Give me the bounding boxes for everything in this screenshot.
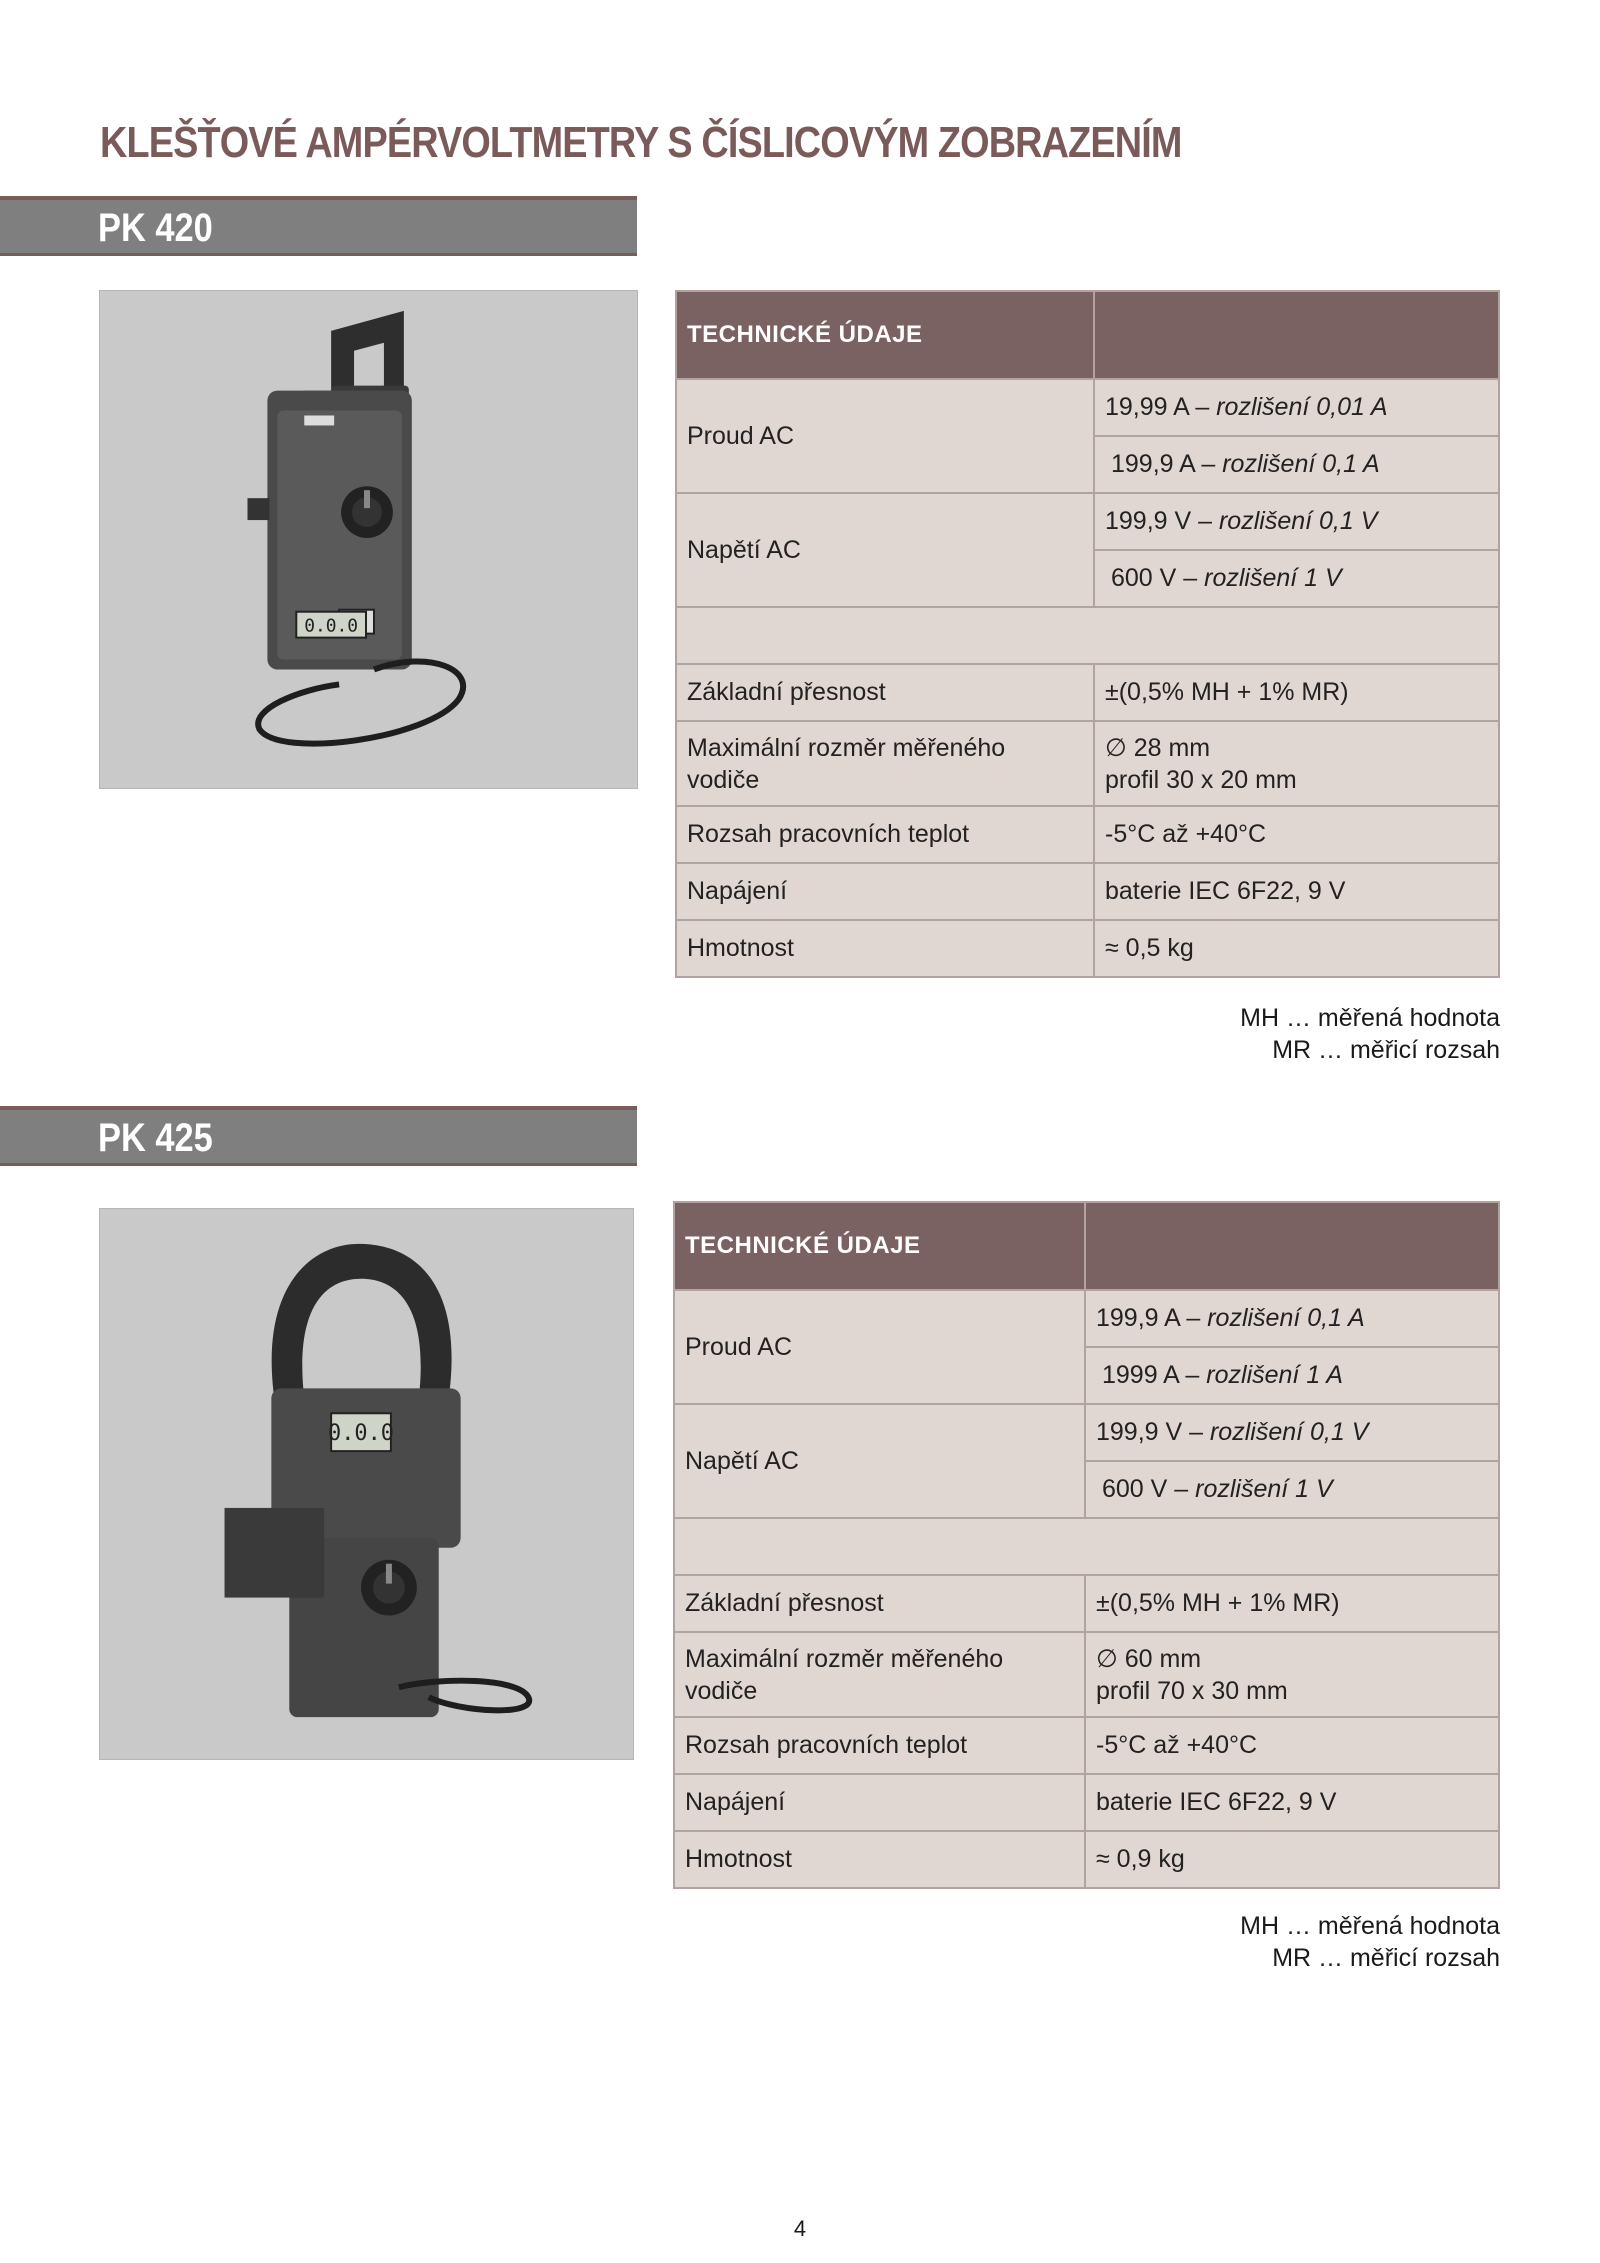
voltage-range-2: 600 V – rozlišení 1 V — [1085, 1461, 1499, 1518]
product-photo-pk420 — [99, 290, 638, 789]
row-label-accuracy: Základní přesnost — [674, 1575, 1085, 1632]
accuracy-value: ±(0,5% MH + 1% MR) — [1085, 1575, 1499, 1632]
row-label-weight: Hmotnost — [676, 920, 1094, 977]
spec-table-pk425 — [673, 1201, 1500, 1889]
row-label-power: Napájení — [674, 1774, 1085, 1831]
voltage-range-2: 600 V – rozlišení 1 V — [1094, 550, 1499, 607]
row-label-power: Napájení — [676, 863, 1094, 920]
page-number: 4 — [793, 2216, 807, 2241]
row-label-temperature: Rozsah pracovních teplot — [674, 1717, 1085, 1774]
notes-pk425 — [1240, 1910, 1500, 1974]
weight-value: ≈ 0,5 kg — [1094, 920, 1499, 977]
row-label-current: Proud AC — [674, 1290, 1085, 1404]
product-name: PK 420 — [98, 206, 213, 250]
product-photo-pk425 — [99, 1208, 634, 1760]
conductor-value: ∅ 28 mm profil 30 x 20 mm — [1094, 721, 1499, 806]
table-header-empty — [1085, 1202, 1499, 1290]
row-label-conductor: Maximální rozměr měřeného vodiče — [676, 721, 1094, 806]
spec-table-pk420 — [675, 290, 1500, 978]
temperature-value: -5°C až +40°C — [1094, 806, 1499, 863]
product-name: PK 425 — [98, 1116, 213, 1160]
row-label-accuracy: Základní přesnost — [676, 664, 1094, 721]
page-title: KLEŠŤOVÉ AMPÉRVOLTMETRY S ČÍSLICOVÝM ZOBRAZENÍM — [100, 118, 1182, 167]
table-header: TECHNICKÉ ÚDAJE — [676, 291, 1094, 379]
section-bar-pk420 — [0, 196, 637, 256]
note-mh: MH … měřená hodnota — [1240, 1912, 1500, 1940]
current-range-2: 199,9 A – rozlišení 0,1 A — [1094, 436, 1499, 493]
power-value: baterie IEC 6F22, 9 V — [1094, 863, 1499, 920]
row-label-voltage: Napětí AC — [674, 1404, 1085, 1518]
conductor-value: ∅ 60 mm profil 70 x 30 mm — [1085, 1632, 1499, 1717]
accuracy-value: ±(0,5% MH + 1% MR) — [1094, 664, 1499, 721]
table-header: TECHNICKÉ ÚDAJE — [674, 1202, 1085, 1290]
weight-value: ≈ 0,9 kg — [1085, 1831, 1499, 1888]
current-range-2: 1999 A – rozlišení 1 A — [1085, 1347, 1499, 1404]
table-header-empty — [1094, 291, 1499, 379]
svg-text:0.0.0: 0.0.0 — [328, 1421, 394, 1447]
clamp-meter-icon — [100, 1209, 633, 1759]
row-label-voltage: Napětí AC — [676, 493, 1094, 607]
svg-text:0.0.0: 0.0.0 — [304, 615, 359, 637]
current-range-1: 19,99 A – rozlišení 0,01 A — [1094, 379, 1499, 436]
voltage-range-1: 199,9 V – rozlišení 0,1 V — [1094, 493, 1499, 550]
note-mr: MR … měřicí rozsah — [1272, 1036, 1500, 1064]
row-label-conductor: Maximální rozměr měřeného vodiče — [674, 1632, 1085, 1717]
voltage-range-1: 199,9 V – rozlišení 0,1 V — [1085, 1404, 1499, 1461]
empty-row — [674, 1518, 1499, 1575]
section-bar-pk425 — [0, 1106, 637, 1166]
note-mh: MH … měřená hodnota — [1240, 1004, 1500, 1032]
row-label-weight: Hmotnost — [674, 1831, 1085, 1888]
row-label-current: Proud AC — [676, 379, 1094, 493]
power-value: baterie IEC 6F22, 9 V — [1085, 1774, 1499, 1831]
row-label-temperature: Rozsah pracovních teplot — [676, 806, 1094, 863]
current-range-1: 199,9 A – rozlišení 0,1 A — [1085, 1290, 1499, 1347]
clamp-meter-icon — [100, 291, 637, 788]
note-mr: MR … měřicí rozsah — [1272, 1944, 1500, 1972]
temperature-value: -5°C až +40°C — [1085, 1717, 1499, 1774]
notes-pk420 — [1240, 1002, 1500, 1066]
empty-row — [676, 607, 1499, 664]
